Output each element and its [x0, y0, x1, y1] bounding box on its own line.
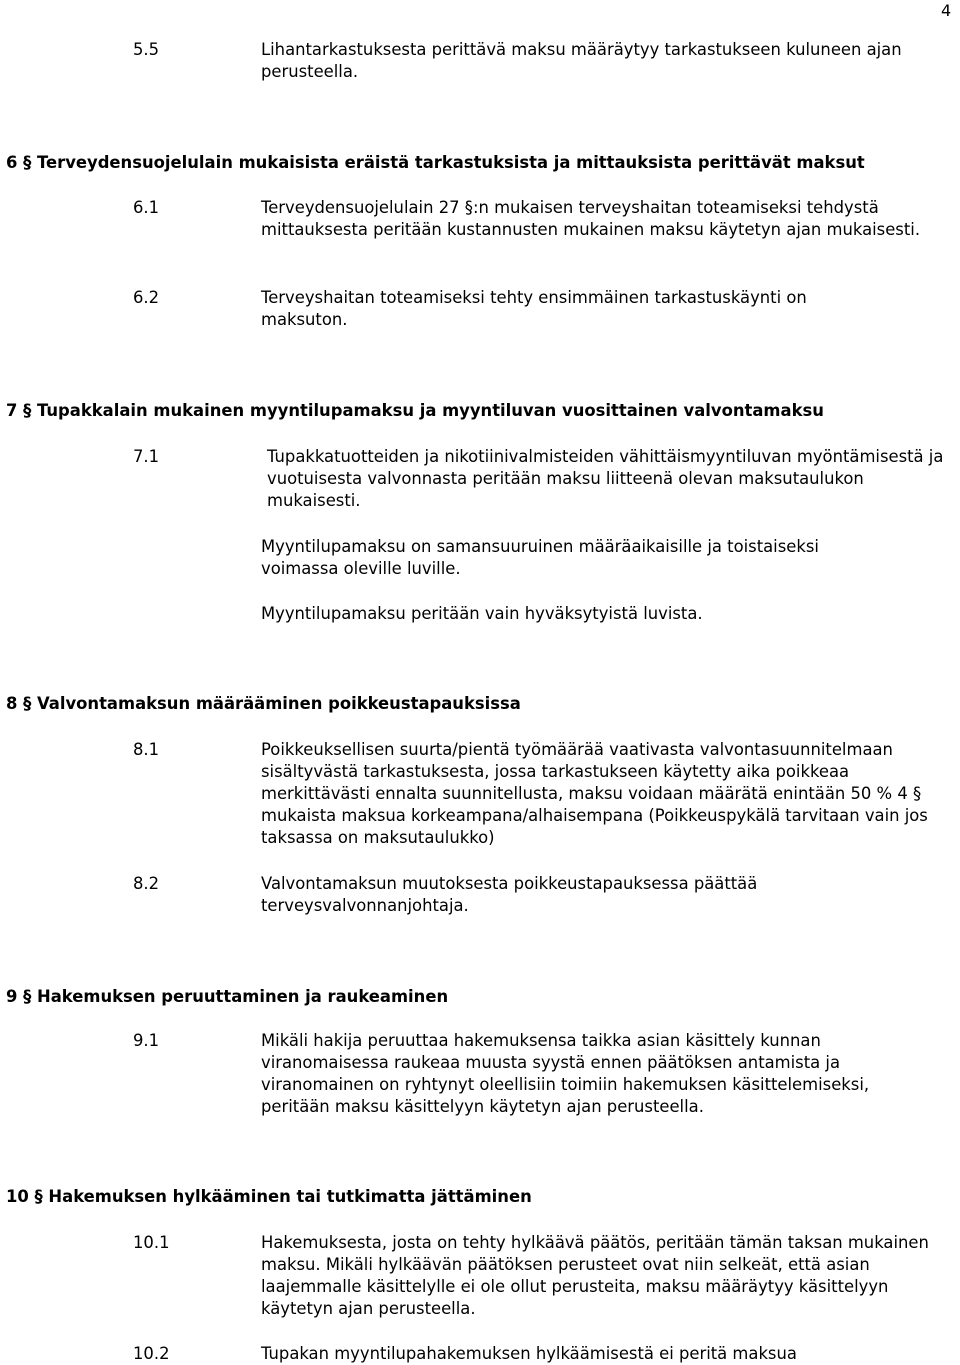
paragraph-text: Lihantarkastuksesta perittävä maksu määräytyy tarkastukseen kuluneen ajan perusteella. — [261, 40, 902, 81]
section-heading-9: 9 § Hakemuksen peruuttaminen ja raukeaminen — [6, 987, 449, 1006]
paragraph-text: Poikkeuksellisen suurta/pientä työmäärää vaativasta valvontasuunnitelmaan sisältyvästä tarkastuksesta, jossa tarkastukseen käytetty aika poikkeaa merkittävästi ennalta suunnitellusta, maksu voidaan määrätä enintään 50 % 4 § mukaista maksua korkeampana/alhaisempana (Poikkeuspykälä tarvitaan vain jos taksassa on maksutaulukko) — [261, 740, 928, 847]
paragraph-text: Valvontamaksun muutoksesta poikkeustapauksessa päättää terveysvalvonnanjohtaja. — [261, 874, 758, 915]
paragraph-7-note-1: Myyntilupamaksu on samansuuruinen määräaikaisille ja toistaiseksi voimassa oleville luville. — [261, 537, 819, 578]
section-heading-8: 8 § Valvontamaksun määrääminen poikkeustapauksissa — [6, 694, 521, 713]
section-heading-6: 6 § Terveydensuojelulain mukaisista eräistä tarkastuksista ja mittauksista perittävät maksut — [6, 153, 865, 172]
paragraph-7-note-2: Myyntilupamaksu peritään vain hyväksytyistä luvista. — [261, 604, 703, 623]
paragraph-text: Terveydensuojelulain 27 §:n mukaisen terveyshaitan toteamiseksi tehdystä mittauksesta peritään kustannusten mukainen maksu käytetyn ajan mukaisesti. — [261, 198, 921, 239]
paragraph-number: 5.5 — [133, 40, 160, 59]
paragraph-number: 6.2 — [133, 288, 160, 307]
paragraph-text: Tupakkatuotteiden ja nikotiinivalmisteiden vähittäismyyntiluvan myöntämisestä ja vuotuisesta valvonnasta peritään maksu liitteenä olevan maksutaulukon mukaisesti. — [267, 447, 944, 510]
paragraph-text: Tupakan myyntilupahakemuksen hylkäämisestä ei peritä maksua — [261, 1344, 797, 1363]
page-number: 4 — [941, 1, 952, 20]
paragraph-number: 8.2 — [133, 874, 160, 893]
paragraph-number: 7.1 — [133, 447, 160, 466]
section-heading-7: 7 § Tupakkalain mukainen myyntilupamaksu ja myyntiluvan vuosittainen valvontamaksu — [6, 401, 824, 420]
paragraph-number: 8.1 — [133, 740, 160, 759]
paragraph-text: Terveyshaitan toteamiseksi tehty ensimmäinen tarkastuskäynti on maksuton. — [261, 288, 807, 329]
paragraph-number: 6.1 — [133, 198, 160, 217]
paragraph-number: 9.1 — [133, 1031, 160, 1050]
paragraph-number: 10.2 — [133, 1344, 170, 1363]
paragraph-text: Hakemuksesta, josta on tehty hylkäävä päätös, peritään tämän taksan mukainen maksu. Mikäli hylkäävän päätöksen perusteet ovat niin selkeät, että asian laajemmalle käsittelylle ei ole ollut perusteita, maksu määräytyy käsittelyyn käytetyn ajan perusteella. — [261, 1233, 929, 1318]
paragraph-number: 10.1 — [133, 1233, 170, 1252]
section-heading-10: 10 § Hakemuksen hylkääminen tai tutkimatta jättäminen — [6, 1187, 532, 1206]
paragraph-text: Mikäli hakija peruuttaa hakemuksensa taikka asian käsittely kunnan viranomaisessa raukeaa muusta syystä ennen päätöksen antamista ja viranomainen on ryhtynyt oleellisiin toimiin hakemuksen käsittelemiseksi, peritään maksu käsittelyyn käytetyn ajan perusteella. — [261, 1031, 870, 1116]
